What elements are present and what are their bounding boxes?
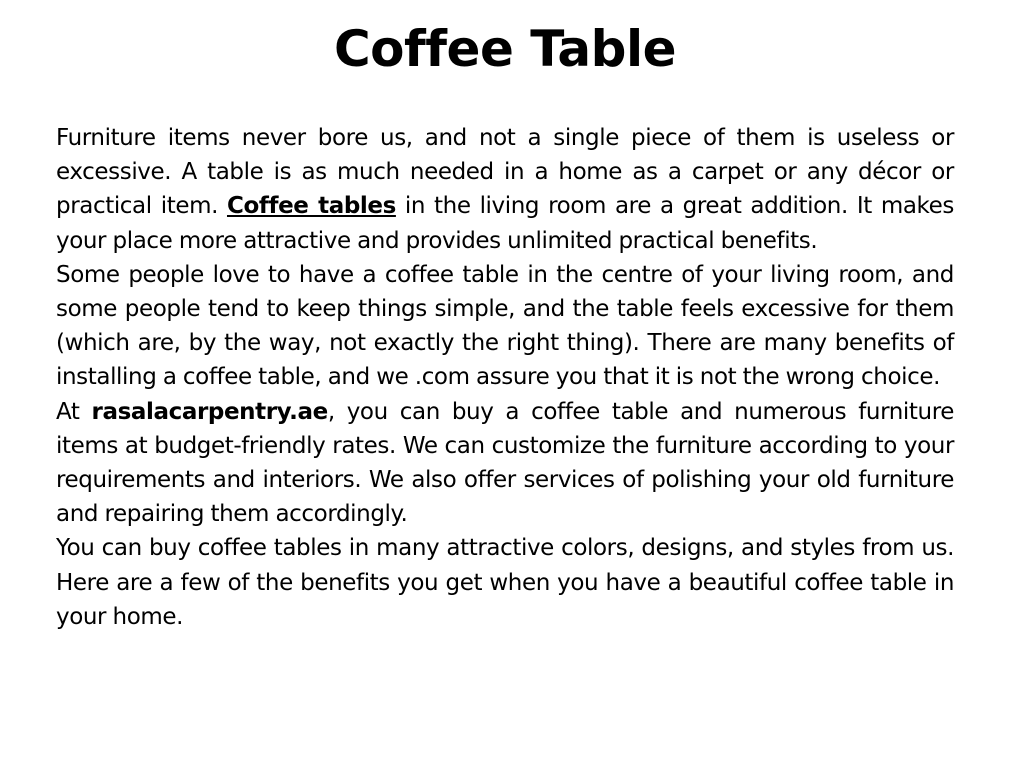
document-page <box>56 0 954 768</box>
paragraph-intro-text-after: in the living room are a great addition. It makes your place more attractive and provides unlimited practical benefits. <box>56 193 954 254</box>
paragraph-benefits: Some people love to have a coffee table in the centre of your living room, and some people tend to keep things simple, and the table feels excessive for them (which are, by the way, not exactly the right thing). There are many benefits of installing a coffee table, and we .com assure you that it is not the wrong choice. <box>56 261 954 391</box>
page-title: Coffee Table <box>333 20 677 78</box>
paragraph-store-text-after: , you can buy a coffee table and numerous furniture items at budget-friendly rates. We can customize the furniture according to your requirements and interiors. We also offer services of polishing your old furniture and repairing them accordingly. <box>56 398 954 528</box>
paragraph-store <box>56 395 954 532</box>
paragraph-intro <box>56 121 954 258</box>
paragraph-styles: You can buy coffee tables in many attractive colors, designs, and styles from us. Here are a few of the benefits you get when you have a beautiful coffee table in your home. <box>56 535 954 630</box>
paragraph-store-text-before: At <box>56 398 92 425</box>
coffee-tables-link[interactable]: Coffee tables <box>226 193 396 220</box>
store-domain: rasalacarpentry.ae <box>91 398 328 425</box>
document-body <box>56 121 954 634</box>
paragraph-intro-text-before: Furniture items never bore us, and not a single piece of them is useless or excessive. A table is as much needed in a home as a carpet or any décor or practical item. <box>56 125 954 220</box>
